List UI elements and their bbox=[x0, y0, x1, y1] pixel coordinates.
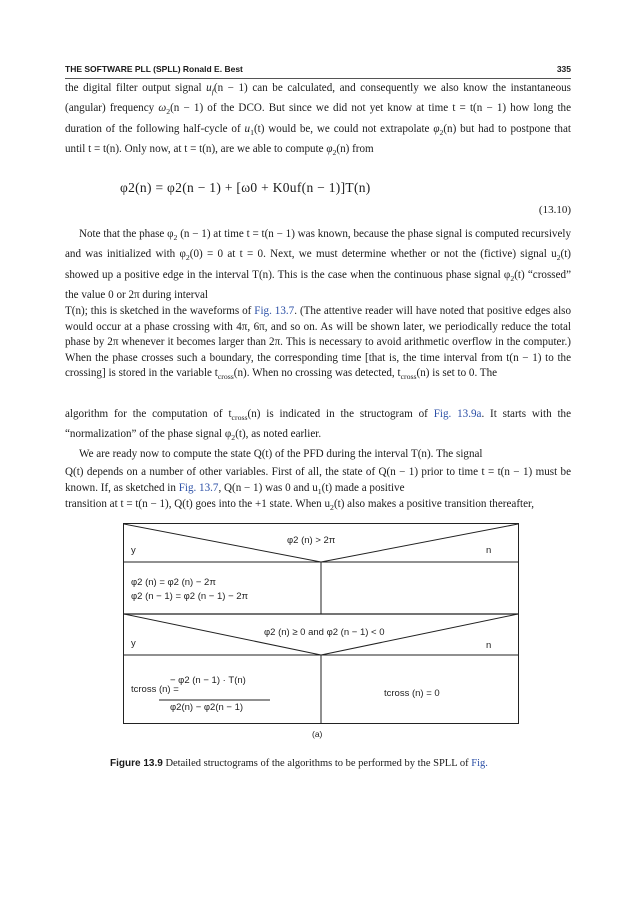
paragraph-7 bbox=[65, 494, 571, 514]
text: We are ready now to compute the state Q(t) of the PFD during the interval T(n). The signal bbox=[79, 448, 483, 460]
text: the digital filter output signal bbox=[65, 82, 207, 94]
text: 2 bbox=[185, 253, 190, 263]
text: (t) “crossed” the value 0 or 2π during interval bbox=[65, 268, 571, 301]
equation-number: (13.10) bbox=[538, 204, 571, 216]
text: (n − 1) can be calculated, and consequently we also know the instantaneous (angular) frequency bbox=[65, 82, 571, 115]
text: (n) from bbox=[336, 142, 374, 155]
text: 2 bbox=[332, 148, 337, 158]
text: 2 bbox=[166, 107, 171, 117]
text: 1 bbox=[317, 486, 322, 496]
text: 2 bbox=[330, 503, 334, 513]
text: (t) would be, we could not extrapolate bbox=[253, 122, 434, 135]
page-number: 335 bbox=[556, 64, 571, 74]
text: 2 bbox=[231, 433, 236, 443]
text: φ bbox=[326, 142, 333, 155]
text: 2 bbox=[173, 233, 178, 243]
running-title: THE SOFTWARE PLL (SPLL) Ronald E. Best bbox=[65, 64, 243, 74]
fraction-numerator: − φ2 (n − 1) · T(n) bbox=[170, 675, 246, 686]
text: , Q(n − 1) was 0 and u bbox=[218, 481, 318, 494]
action-1b: φ2 (n − 1) = φ2 (n − 1) − 2π bbox=[131, 591, 249, 602]
text: T(n); this is sketched in the waveforms of bbox=[65, 305, 255, 317]
text: cross bbox=[217, 372, 234, 382]
text: algorithm for the computation of t bbox=[65, 408, 232, 420]
tcross-zero: tcross (n) = 0 bbox=[384, 688, 440, 699]
text: (0) = 0 at t = 0. Next, we must determine whether or not the (fictive) signal u bbox=[189, 248, 557, 261]
text: (t) showed up a positive edge in the interval T(n). This is the case when the continuous phase signal φ bbox=[65, 248, 571, 281]
text: (t) also makes a positive transition thereafter, bbox=[333, 498, 535, 510]
diag-right-1 bbox=[321, 524, 518, 562]
text: 1 bbox=[250, 127, 254, 137]
text: cross bbox=[400, 372, 417, 382]
text: . It starts with the “normalization” of the phase signal φ bbox=[65, 408, 571, 441]
equation-13-10: φ2(n) = φ2(n − 1) + [ω0 + K0uf(n − 1)]T(n) bbox=[120, 180, 371, 195]
paragraph-1 bbox=[65, 78, 571, 159]
fig-13-7-link[interactable]: Fig. 13.7 bbox=[178, 481, 219, 494]
text: t = t(n − 1) how long the duration of the following half-cycle of bbox=[65, 102, 571, 135]
fig-13-9a-link[interactable]: Fig. 13.9a bbox=[433, 408, 482, 420]
structogram-lines bbox=[124, 524, 518, 723]
text: Note that the phase φ bbox=[79, 228, 174, 240]
yes-label-1: y bbox=[131, 545, 136, 556]
paragraph-3 bbox=[65, 304, 571, 382]
text: (n). When no crossing was detected, t bbox=[233, 367, 401, 379]
paragraph-4 bbox=[65, 404, 571, 445]
condition-2: φ2 (n) ≥ 0 and φ2 (n − 1) < 0 bbox=[264, 627, 385, 638]
tcross-lhs: tcross (n) = bbox=[131, 684, 179, 695]
paragraph-5 bbox=[65, 444, 571, 464]
text: (t), as noted earlier. bbox=[235, 428, 322, 441]
paragraph-6 bbox=[65, 465, 571, 496]
fraction-denominator: φ2(n) − φ2(n − 1) bbox=[170, 702, 244, 713]
text: u bbox=[206, 82, 212, 94]
fig-13-7-link[interactable]: Fig. 13.7 bbox=[254, 305, 295, 317]
text: . (The attentive reader will have noted that positive edges also would occur at a phase crossing with 4π, 6π, and so on. As will be shown later, we periodically reduce the total phase by 2π whenever it becomes larger than 2π. This is necessary to avoid arithmetic overflow in the computer.) When the phase crosses such a boundary, the corresponding time [that is, the time interval from t(n − 1) to the crossing] is stored in the variable t bbox=[65, 305, 572, 379]
text: (n − 1) at time t = t(n − 1) was known, because the phase signal is computed recursively and was initialized with φ bbox=[65, 228, 571, 261]
text: ω bbox=[158, 102, 167, 115]
subfigure-label: (a) bbox=[312, 729, 323, 739]
text: (n − 1) of the DCO. But since we did not yet know at time bbox=[170, 102, 453, 115]
yes-label-2: y bbox=[131, 638, 136, 649]
running-header bbox=[65, 64, 571, 78]
text: (n) is set to 0. The bbox=[416, 367, 498, 379]
figure-caption bbox=[110, 758, 580, 769]
text: 2 bbox=[556, 253, 561, 263]
text: u bbox=[244, 122, 251, 135]
text: 2 bbox=[439, 127, 444, 137]
caption-label: Figure 13.9 bbox=[110, 758, 163, 769]
text: f bbox=[211, 87, 214, 97]
text: (n) is indicated in the structogram of bbox=[247, 408, 434, 420]
text: (n) but had to postpone that until t = t(n). Only now, at t = t(n), are we able to compute bbox=[65, 122, 571, 155]
text: φ bbox=[433, 122, 440, 135]
caption-text: Detailed structograms of the algorithms to be performed by the SPLL of bbox=[162, 758, 472, 769]
paragraph-2 bbox=[65, 224, 571, 305]
no-label-2: n bbox=[486, 640, 492, 651]
text: (t) made a positive bbox=[321, 481, 405, 494]
text: transition at t = t(n − 1), Q(t) goes into the +1 state. When u bbox=[65, 498, 331, 510]
text: cross bbox=[231, 413, 248, 423]
no-label-1: n bbox=[486, 545, 492, 556]
text: 2 bbox=[510, 273, 515, 283]
text: Q(t) depends on a number of other variables. First of all, the state of Q(n − 1) prior to time t = t(n − 1) must be known. If, as sketched in bbox=[65, 466, 571, 494]
condition-1: φ2 (n) > 2π bbox=[287, 535, 336, 546]
structogram bbox=[123, 523, 519, 724]
action-1a: φ2 (n) = φ2 (n) − 2π bbox=[131, 577, 216, 588]
caption-fig-link[interactable]: Fig. bbox=[471, 758, 488, 769]
